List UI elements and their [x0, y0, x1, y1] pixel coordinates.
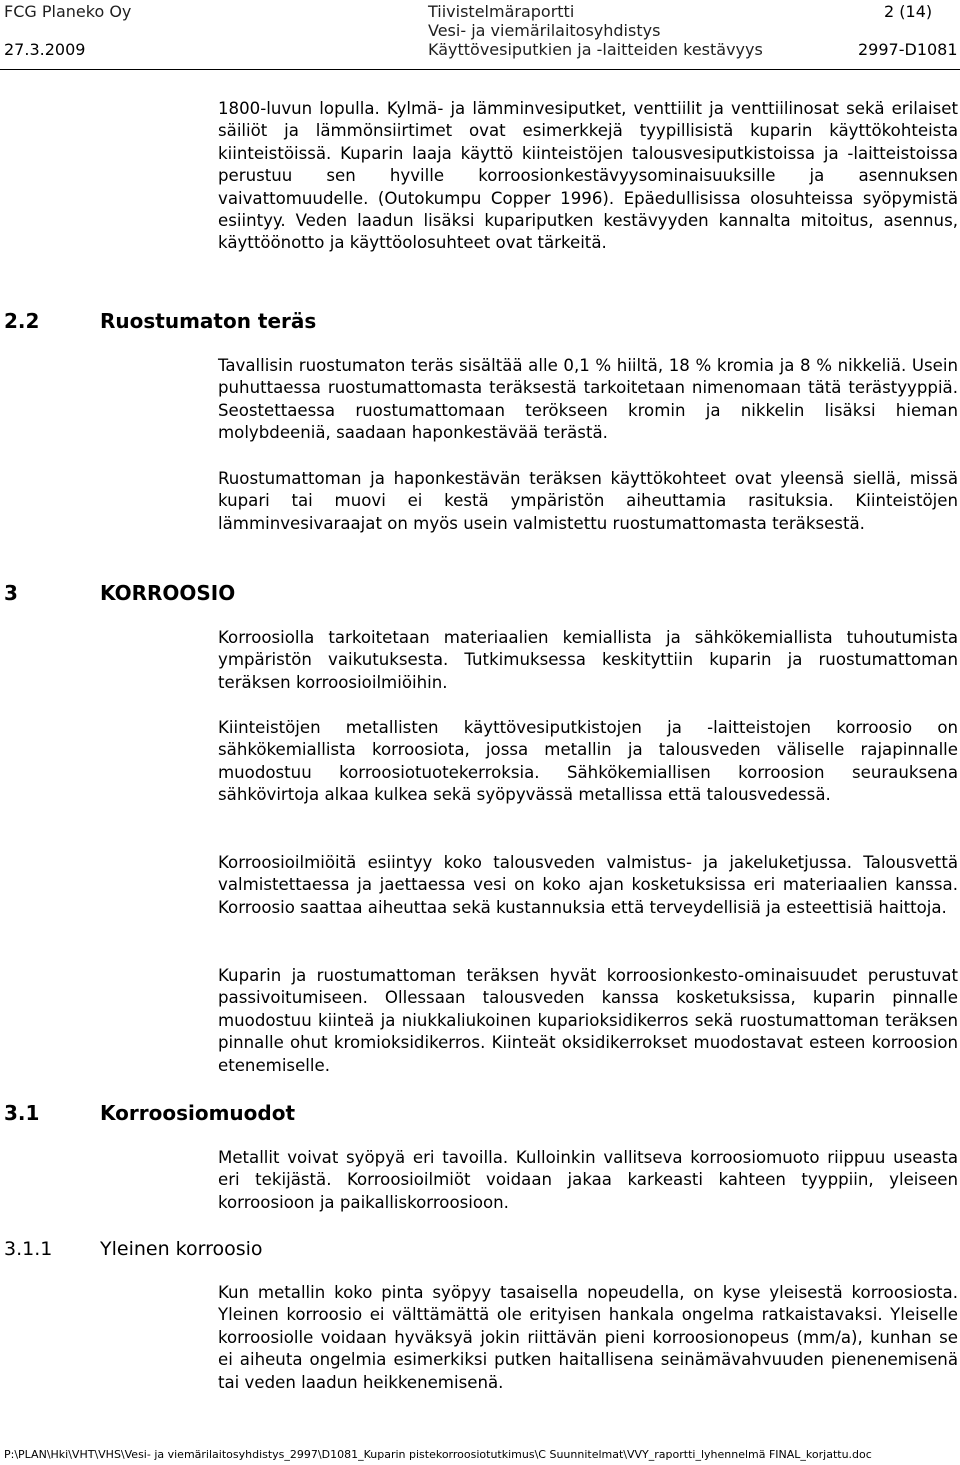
- heading-text: Korroosiomuodot: [100, 1101, 296, 1125]
- paragraph-general-corrosion: Kun metallin koko pinta syöpyy tasaisella nopeudella, on kyse yleisestä korroosiosta. Yleinen korroosio ei välttämättä ole erityisen hankala ongelma ratkaistavaksi. Yleiselle korroosiolle voidaan hyväksyä jokin riittävän pieni korroosionopeus (mm/a), kunhan se ei aiheuta ongelmia esimerkiksi putken haitallisena seinämävahvuuden pienenemisenä tai veden laadun heikkenemisenä.: [218, 1283, 958, 1392]
- heading-3: [4, 581, 235, 605]
- heading-text: Ruostumaton teräs: [100, 309, 317, 333]
- header-rule: [0, 69, 960, 70]
- heading-3-1: [4, 1101, 295, 1125]
- report-title: Käyttövesiputkien ja -laitteiden kestävyys: [428, 40, 763, 59]
- paragraph-passivation: Kuparin ja ruostumattoman teräksen hyvät korroosionkesto-ominaisuudet perustuvat passivoitumiseen. Ollessaan talousveden kanssa kosketuksissa, kuparin pinnalle muodostuu kiinteä ja niukkaliukoinen kuparioksidikerros sekä ruostumattoman teräksen pinnalle ohut kromioksidikerros. Kiinteät oksidikerrokset muodostavat esteen korroosion etenemiselle.: [218, 966, 958, 1075]
- page-number: 2 (14): [884, 2, 933, 21]
- heading-text: Yleinen korroosio: [100, 1238, 263, 1260]
- report-date: 27.3.2009: [4, 40, 86, 59]
- heading-number: 2.2: [4, 309, 40, 333]
- heading-number: 3.1.1: [4, 1238, 53, 1260]
- paragraph-corrosion-definition: Korroosiolla tarkoitetaan materiaalien kemiallista ja sähkökemiallista tuhoutumista ympäristön vaikutuksesta. Tutkimuksessa keskityttiin kuparin ja ruostumattoman teräksen korroosioilmiöihin.: [218, 628, 958, 692]
- paragraph-copper-usage: 1800-luvun lopulla. Kylmä- ja lämminvesiputket, venttiilit ja venttiilinosat sekä erilaiset säiliöt ja lämmönsiirtimet ovat esimerkkejä tyypillisistä kuparin käyttökohteista kiinteistöissä. Kuparin laaja käyttö kiinteistöjen talousvesiputkistoissa ja -laitteistoissa perustuu sen hyville korroosionkestävyysominaisuuksille ja asennuksen vaivattomuudelle. (Outokumpu Copper 1996). Epäedullisissa olosuhteissa syöpymistä esiintyy. Veden laadun lisäksi kupariputken kestävyyden kannalta mitoitus, asennus, käyttöönotto ja käyttöolosuhteet ovat tärkeitä.: [218, 99, 958, 253]
- heading-3-1-1: [4, 1237, 263, 1261]
- paragraph-corrosion-types: Metallit voivat syöpyä eri tavoilla. Kulloinkin vallitseva korroosiomuoto riippuu useasta eri tekijästä. Korroosioilmiöt voidaan jakaa karkeasti kahteen tyyppiin, yleiseen korroosioon ja paikalliskorroosioon.: [218, 1148, 958, 1212]
- file-path-footer: P:\PLAN\Hki\VHT\VHS\Vesi- ja viemärilaitosyhdistys_2997\D1081_Kuparin pistekorroosiotutkimus\C Suunnitelmat\VVY_raportti_lyhennelmä FINAL_korjattu.doc: [4, 1448, 872, 1461]
- document-number: 2997-D1081: [858, 40, 958, 59]
- organization-name: Vesi- ja viemärilaitosyhdistys: [428, 21, 661, 40]
- heading-number: 3.1: [4, 1101, 40, 1125]
- paragraph-stainless-composition: Tavallisin ruostumaton teräs sisältää alle 0,1 % hiiltä, 18 % kromia ja 8 % nikkeliä. Usein puhuttaessa ruostumattomasta teräksestä tarkoitetaan nimenomaan tätä terästyyppiä. Seostettaessa ruostumattomaan terökseen kromin ja nikkelin lisäksi hieman molybdeeniä, saadaan haponkestävää terästä.: [218, 356, 958, 443]
- heading-2-2: [4, 309, 316, 333]
- paragraph-electrochemical-corrosion: Kiinteistöjen metallisten käyttövesiputkistojen ja -laitteistojen korroosio on sähkökemiallista korroosiota, jossa metallin ja talousveden väliselle rajapinnalle muodostuu korroosiotuotekerroksia. Sähkökemiallisen korroosion seurauksena sähkövirtoja alkaa kulkea sekä syöpyvässä metallissa että talousvedessä.: [218, 718, 958, 805]
- paragraph-stainless-usage: Ruostumattoman ja haponkestävän teräksen käyttökohteet ovat yleensä siellä, missä kupari tai muovi ei kestä ympäristön aiheuttamia rasituksia. Kiinteistöjen lämminvesivaraajat on myös usein valmistettu ruostumattomasta teräksestä.: [218, 469, 958, 533]
- heading-number: 3: [4, 581, 18, 605]
- report-type: Tiivistelmäraportti: [428, 2, 575, 21]
- heading-text: KORROOSIO: [100, 581, 236, 605]
- paragraph-corrosion-chain: Korroosioilmiöitä esiintyy koko talousveden valmistus- ja jakeluketjussa. Talousvettä valmistettaessa ja jaettaessa vesi on koko ajan kosketuksissa eri materiaalien kanssa. Korroosio saattaa aiheuttaa sekä kustannuksia että terveydellisiä ja esteettisiä haittoja.: [218, 853, 958, 917]
- company-name: FCG Planeko Oy: [4, 2, 132, 21]
